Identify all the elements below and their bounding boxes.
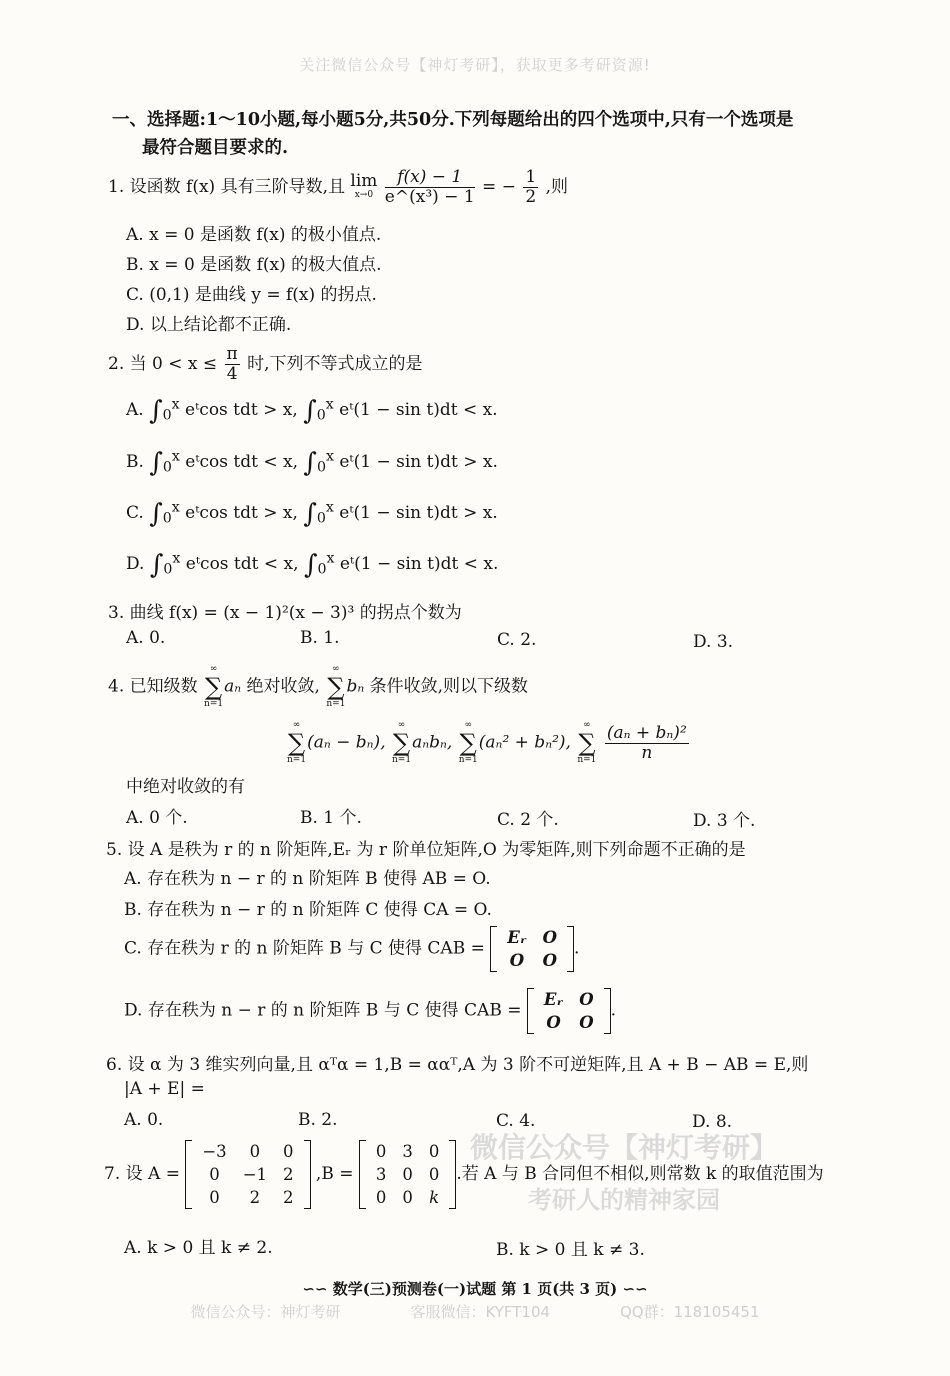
- int-hi: x: [325, 448, 334, 465]
- matrix-entry: −3: [202, 1142, 227, 1161]
- matrix-entry: Eᵣ: [507, 928, 527, 947]
- matrix-entry: O: [579, 990, 594, 1009]
- q4-tail2: 中绝对收敛的有: [126, 777, 245, 797]
- q1-option-b: B. x = 0 是函数 f(x) 的极大值点.: [126, 255, 382, 275]
- q6-option-a: A. 0.: [124, 1110, 164, 1130]
- sigma-sign: ∑: [287, 729, 306, 757]
- q4-stem-a: 4. 已知级数: [108, 676, 198, 697]
- q2-d-label: D.: [126, 554, 145, 574]
- sum-bottom: n=1: [287, 755, 307, 765]
- q1-numerator: f(x) − 1: [385, 168, 475, 188]
- matrix-entry: k: [429, 1188, 440, 1207]
- q2-option-c: [126, 499, 498, 529]
- matrix-entry: O: [542, 951, 558, 970]
- int-lo: 0: [316, 459, 326, 476]
- int-hi: x: [171, 499, 180, 516]
- matrix-entry: 0: [209, 1188, 220, 1207]
- matrix-entry: −1: [242, 1165, 268, 1184]
- q3-stem: 3. 曲线 f(x) = (x − 1)²(x − 3)³ 的拐点个数为: [108, 603, 462, 623]
- integral-sign: ∫: [303, 448, 317, 478]
- q1-half-n: 1: [525, 167, 537, 187]
- footer-wm-wechat: 微信公众号：神灯考研: [190, 1303, 341, 1321]
- q5-c-matrix: [490, 926, 574, 972]
- integral-sign: ∫: [149, 499, 163, 529]
- q5-d-matrix: [527, 988, 611, 1034]
- footer-watermark: [0, 1301, 950, 1322]
- q4-option-d: D. 3 个.: [693, 811, 756, 831]
- matrix-entry: 0: [283, 1142, 294, 1161]
- q4-option-a: A. 0 个.: [126, 808, 188, 828]
- q4-sum-4: [577, 720, 596, 766]
- integral-sign: ∫: [149, 448, 163, 478]
- matrix-entry: 0: [428, 1142, 440, 1161]
- q5-d-text: D. 存在秩为 n − r 的 n 阶矩阵 B 与 C 使得 CAB =: [124, 1000, 522, 1021]
- q6-stem2: |A + E| =: [124, 1079, 205, 1099]
- q1-lim-sub: x→0: [354, 189, 374, 200]
- matrix-entry: O: [546, 1013, 561, 1032]
- q5-c-text: C. 存在秩为 r 的 n 阶矩阵 B 与 C 使得 CAB =: [124, 938, 485, 959]
- q1-stem-text: 1. 设函数 f(x) 具有三阶导数,且: [108, 177, 345, 197]
- q1-option-a: A. x = 0 是函数 f(x) 的极小值点.: [126, 225, 382, 245]
- sum-top: ∞: [292, 720, 301, 730]
- q4-mid: 绝对收敛,: [246, 676, 320, 697]
- mid-watermark-2: 考研人的精神家园: [528, 1186, 720, 1214]
- q3-option-c: C. 2.: [497, 630, 537, 650]
- footer-ornament-right: ∽∽: [622, 1280, 648, 1298]
- q2-four: 4: [226, 364, 238, 384]
- int-hi: x: [326, 550, 335, 567]
- q4-series-3: (aₙ² + bₙ²),: [478, 732, 571, 753]
- q3-option-d: D. 3.: [693, 632, 734, 652]
- int-lo: 0: [316, 510, 326, 527]
- q2-c-int2: eᵗ(1 − sin t)dt: [339, 503, 458, 523]
- q5-stem: 5. 设 A 是秩为 r 的 n 阶矩阵,Eᵣ 为 r 阶单位矩阵,O 为零矩阵,则下列命题不正确的是: [106, 840, 746, 860]
- sum-top: ∞: [209, 664, 218, 674]
- q4-series-list: [286, 720, 691, 766]
- int-hi: x: [325, 499, 334, 516]
- footer-text: 数学(三)预测卷(一)试题 第 1 页(共 3 页): [332, 1280, 618, 1298]
- int-lo: 0: [316, 407, 326, 424]
- q2-b-label: B.: [126, 452, 144, 472]
- sum-top: ∞: [332, 664, 340, 674]
- q2-a-r1: > x,: [263, 400, 298, 420]
- sigma-sign: ∑: [327, 673, 345, 701]
- q2-stem-a: 2. 当 0 < x ≤: [108, 354, 218, 374]
- q1-denominator: e^(x³) − 1: [384, 187, 475, 207]
- q2-a-int1: eᵗcos tdt: [185, 400, 258, 420]
- section-heading-line1: 一、选择题:1～10小题,每小题5分,共50分.下列每题给出的四个选项中,只有一个选项是: [112, 110, 794, 130]
- q3-option-b: B. 1.: [300, 628, 340, 648]
- sum-bottom: n=1: [458, 755, 478, 765]
- q6-stem: 6. 设 α 为 3 维实列向量,且 αᵀα = 1,B = ααᵀ,A 为 3 阶不可逆矩阵,且 A + B − AB = E,则: [106, 1055, 809, 1075]
- q1-option-d: D. 以上结论都不正确.: [126, 315, 292, 335]
- q5-option-c: [124, 926, 579, 972]
- q4-series-1: (aₙ − bₙ),: [307, 732, 386, 753]
- matrix-entry: 0: [249, 1142, 261, 1161]
- q2-pi: π: [226, 344, 238, 364]
- q2-c-r1: > x,: [263, 503, 298, 523]
- q7-option-b: B. k > 0 且 k ≠ 3.: [496, 1240, 645, 1260]
- matrix-entry: 0: [209, 1165, 220, 1184]
- q2-option-b: [126, 448, 498, 478]
- footer-ornament-left: ∽∽: [302, 1280, 328, 1298]
- q2-a-int2: eᵗ(1 − sin t)dt: [339, 400, 458, 420]
- matrix-entry: Eᵣ: [543, 990, 564, 1009]
- q5-c-dot: .: [574, 938, 580, 959]
- q4-s4-den: n: [641, 742, 653, 763]
- integral-sign: ∫: [303, 396, 317, 426]
- int-hi: x: [172, 550, 181, 567]
- int-lo: 0: [162, 459, 172, 476]
- q6-option-d: D. 8.: [692, 1112, 733, 1132]
- q6-option-c: C. 4.: [496, 1111, 536, 1131]
- q2-b-int2: eᵗ(1 − sin t)dt: [339, 452, 458, 472]
- sigma-sign: ∑: [578, 729, 596, 757]
- int-hi: x: [171, 448, 180, 465]
- integral-sign: ∫: [303, 499, 317, 529]
- section-heading: [112, 106, 793, 162]
- q1-half-d: 2: [525, 187, 537, 207]
- matrix-entry: O: [509, 951, 525, 970]
- matrix-entry: 3: [375, 1165, 387, 1184]
- q1-lim-word: lim: [350, 170, 378, 191]
- q2-c-r2: > x.: [463, 503, 498, 523]
- q4-stem: [108, 664, 528, 710]
- sum-bottom: n=1: [326, 699, 346, 709]
- q2-b-r2: > x.: [463, 452, 498, 472]
- q5-option-a: A. 存在秩为 n − r 的 n 阶矩阵 B 使得 AB = O.: [124, 869, 491, 889]
- q2-d-r2: < x.: [463, 554, 499, 574]
- q4-an: aₙ: [224, 676, 242, 697]
- q2-c-int1: eᵗcos tdt: [185, 503, 258, 523]
- sum-bottom: n=1: [204, 699, 224, 709]
- int-lo: 0: [317, 561, 327, 578]
- sigma-sign: ∑: [392, 729, 411, 757]
- q2-d-int1: eᵗcos tdt: [185, 554, 259, 574]
- q1-equals: = −: [482, 177, 516, 197]
- q1-fraction: [385, 168, 475, 207]
- integral-sign: ∫: [303, 550, 318, 580]
- matrix-entry: 2: [249, 1188, 261, 1207]
- q2-a-r2: < x.: [463, 400, 498, 420]
- matrix-entry: 0: [428, 1165, 440, 1184]
- q2-c-label: C.: [126, 503, 144, 523]
- q4-series-2: aₙbₙ,: [412, 732, 453, 753]
- q7-stem: [104, 1140, 824, 1209]
- q2-b-int1: eᵗcos tdt: [185, 452, 258, 472]
- q1-half: [523, 168, 538, 207]
- q4-sum-a: [204, 664, 223, 710]
- q1-limit: [350, 170, 378, 202]
- int-lo: 0: [163, 561, 173, 578]
- q6-option-b: B. 2.: [298, 1110, 338, 1130]
- q5-option-b: B. 存在秩为 n − r 的 n 阶矩阵 C 使得 CA = O.: [124, 900, 492, 920]
- q4-s4-num: (aₙ + bₙ)²: [606, 722, 687, 743]
- q4-sum-3: [459, 720, 478, 766]
- matrix-entry: O: [579, 1013, 594, 1032]
- q4-sum-1: [287, 720, 306, 766]
- q4-bn: bₙ: [346, 676, 365, 697]
- integral-sign: ∫: [149, 550, 164, 580]
- section-heading-line2: 最符合题目要求的.: [142, 138, 289, 158]
- q1-option-c: C. (0,1) 是曲线 y = f(x) 的拐点.: [126, 285, 377, 305]
- q4-series-4: [605, 724, 689, 763]
- matrix-entry: 0: [402, 1165, 413, 1184]
- q3-option-a: A. 0.: [126, 628, 166, 648]
- sum-bottom: n=1: [577, 755, 597, 765]
- int-hi: x: [325, 396, 334, 413]
- mid-watermark: 微信公众号【神灯考研】: [470, 1131, 779, 1164]
- matrix-entry: 3: [402, 1142, 413, 1161]
- sum-top: ∞: [583, 720, 591, 730]
- matrix-entry: 2: [283, 1165, 294, 1184]
- sigma-sign: ∑: [205, 673, 223, 701]
- matrix-entry: 0: [375, 1188, 387, 1207]
- q2-option-a: [126, 396, 498, 426]
- q7-option-a: A. k > 0 且 k ≠ 2.: [124, 1238, 273, 1258]
- q4-tail: 条件收敛,则以下级数: [369, 676, 529, 697]
- int-hi: x: [171, 396, 180, 413]
- q2-stem: [108, 345, 423, 384]
- page-footer: [0, 1278, 950, 1299]
- sum-top: ∞: [397, 720, 406, 730]
- q7-stem-c: .若 A 与 B 合同但不相似,则常数 k 的取值范围为: [456, 1164, 824, 1184]
- matrix-entry: 2: [283, 1188, 294, 1207]
- footer-wm-service: 客服微信：KYFT104: [410, 1303, 551, 1321]
- q2-option-d: [126, 550, 498, 580]
- int-lo: 0: [162, 407, 172, 424]
- q4-sum-b: [326, 664, 345, 710]
- matrix-entry: 0: [402, 1188, 413, 1207]
- q7-matrix-b: [359, 1140, 457, 1209]
- int-lo: 0: [162, 510, 172, 527]
- q7-matrix-a: [185, 1140, 310, 1209]
- q7-stem-a: 7. 设 A =: [104, 1164, 180, 1184]
- integral-sign: ∫: [149, 396, 163, 426]
- q2-d-r1: < x,: [263, 554, 299, 574]
- q1-stem: [108, 168, 568, 207]
- q4-option-c: C. 2 个.: [497, 810, 559, 830]
- q4-sum-2: [392, 720, 411, 766]
- sigma-sign: ∑: [459, 729, 477, 757]
- q5-d-dot: .: [610, 1000, 617, 1021]
- matrix-entry: 0: [375, 1142, 387, 1161]
- q7-stem-b: ,B =: [315, 1164, 354, 1184]
- q4-option-b: B. 1 个.: [300, 808, 362, 828]
- matrix-entry: O: [542, 928, 558, 947]
- top-watermark: 关注微信公众号【神灯考研】，获取更多考研资源!: [299, 56, 651, 74]
- q2-a-label: A.: [126, 400, 144, 420]
- sum-top: ∞: [464, 720, 472, 730]
- q2-pi-over-4: [225, 345, 240, 384]
- q2-d-int2: eᵗ(1 − sin t)dt: [339, 554, 459, 574]
- q1-tail: ,则: [545, 177, 568, 197]
- sum-bottom: n=1: [392, 755, 412, 765]
- q2-b-r1: < x,: [263, 452, 298, 472]
- footer-wm-qq: QQ群：118105451: [619, 1303, 760, 1321]
- q2-stem-b: 时,下列不等式成立的是: [247, 354, 423, 374]
- q5-option-d: [124, 988, 616, 1034]
